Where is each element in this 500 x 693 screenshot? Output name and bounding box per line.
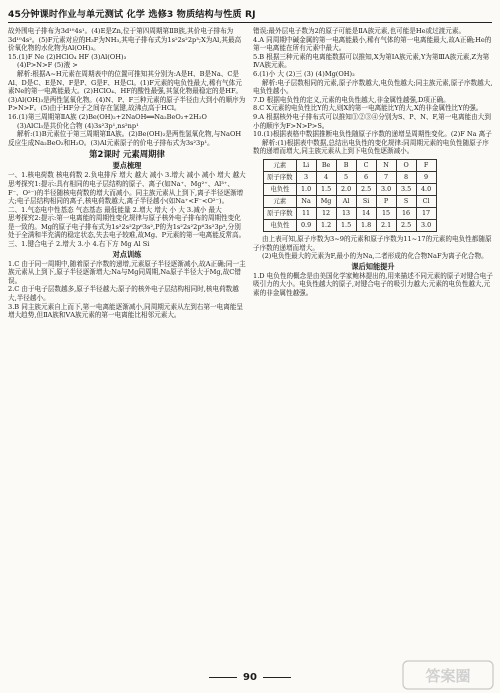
subsection-title: 要点梳理	[112, 161, 142, 171]
table-cell: 5	[336, 171, 356, 183]
answer-paragraph: 3.B 同主族元素自上而下,第一电离能逐渐减小,同周期元素从左到右第一电离能呈增大趋势,但ⅡA族和ⅤA族元素的第一电离能比相邻元素大。	[8, 302, 244, 320]
header-rule	[8, 22, 492, 23]
left-top-block	[8, 27, 246, 147]
table-cell: 13	[336, 207, 356, 219]
table-cell: Cl	[416, 195, 436, 207]
table-cell: 0.9	[296, 219, 316, 231]
table-cell: Si	[356, 195, 376, 207]
table-cell: 3.0	[376, 183, 396, 195]
answer-paragraph: 1.C 由于同一周期中,随着原子序数的递增,元素原子半径逐渐减小,故A正确;同一主族元素从上到下,原子半径逐渐增大;Na与Mg同周期,Na原子半径大于Mg,故C错误。	[8, 259, 246, 285]
table-cell: 2.0	[336, 183, 356, 195]
table-row	[264, 159, 437, 171]
left-column	[8, 27, 246, 320]
table-cell: 11	[296, 207, 316, 219]
section-title: 第2课时 元素周期律	[89, 149, 165, 160]
table-cell: 3	[296, 171, 316, 183]
table-cell: 3.0	[416, 219, 436, 231]
answer-paragraph: 7.D 根据电负性的定义,元素的电负性越大,非金属性越强,D项正确。	[253, 95, 450, 104]
table-cell: F	[416, 159, 436, 171]
table-cell: 15	[376, 207, 396, 219]
answer-paragraph: (2)电负性最大的元素为F,最小的为Na,二者形成的化合物NaF为离子化合物。	[262, 252, 488, 261]
table-cell: Be	[316, 159, 336, 171]
table-cell: 1.0	[296, 183, 316, 195]
table-cell: P	[376, 195, 396, 207]
table-cell: 原子序数	[264, 171, 297, 183]
left-mid-block	[8, 171, 246, 248]
answer-paragraph: 1.D 电负性的概念是由美国化学家鲍林提出的,用来描述不同元素的原子对键合电子吸引力的大小。电负性越大的原子,对键合电子的吸引力越大;元素的电负性越大,元素的非金属性越强。	[253, 271, 493, 297]
table-cell: Li	[296, 159, 316, 171]
left-bottom-block	[8, 260, 246, 320]
answer-paragraph: 解析:电子层数相同的元素,原子序数越大,电负性越大;同主族元素,原子序数越大,电负性越小。	[253, 78, 493, 96]
page-number: 90	[243, 672, 257, 683]
answer-paragraph: 16.(1)第三周期第ⅡA族 (2)Be(OH)₂+2NaOH══Na₂BeO₂+2H₂O	[8, 112, 207, 121]
table-cell: 电负性	[264, 183, 297, 195]
table-cell: Al	[336, 195, 356, 207]
answer-paragraph: (4)P>N>F (5)液 >	[17, 61, 78, 70]
table-cell: 1.5	[336, 219, 356, 231]
footer-rule	[263, 677, 291, 678]
answer-paragraph: 解析:(1)B元素位于第三周期第ⅡA族。(2)Be(OH)₂是两性氢氧化物,与NaOH反应生成Na₂BeO₂和H₂O。(3)Al元素原子的价电子排布式为3s²3p¹。	[8, 130, 242, 147]
table-cell: C	[356, 159, 376, 171]
table-cell: 12	[316, 207, 336, 219]
answer-paragraph: 二、1.气态电中性基态 气态基态 最低能量 2.增大 增大 小 大 3.减小 最大	[8, 205, 222, 214]
answer-paragraph: 4.A 同周期中碱金属的第一电离能最小,稀有气体的第一电离能最大,故A正确;He的第一电离能在所有元素中最大。	[253, 35, 492, 53]
table-cell: 17	[416, 207, 436, 219]
footer-rule	[209, 677, 237, 678]
table-row	[264, 171, 437, 183]
table-cell: B	[336, 159, 356, 171]
answer-paragraph: 6.(1)小 大 (2)三 (3) (4)Mg(OH)₂	[253, 69, 355, 78]
table-row	[264, 207, 437, 219]
table-cell: 4.0	[416, 183, 436, 195]
right-bottom-block	[253, 272, 493, 298]
table-cell: 2.5	[396, 219, 416, 231]
table-cell: S	[396, 195, 416, 207]
answer-paragraph: 15.(1)F Ne (2)HClO₄ HF (3)Al(OH)₃	[8, 52, 127, 61]
answer-paragraph: (3)AlCl₃是共价化合物 (4)3s²3p¹,ns²np¹	[17, 121, 139, 130]
table-cell: 6	[356, 171, 376, 183]
subsection-title: 课后知能提升	[351, 261, 395, 271]
table-cell: 元素	[264, 195, 297, 207]
right-column	[253, 27, 493, 297]
answer-paragraph: 错误;最外层电子数为2的原子可能是ⅡA族元素,也可能是He或过渡元素。	[253, 27, 466, 35]
answer-paragraph: 10.(1)根据表格中数据推断电负性随原子序数的递增呈周期性变化。(2)F Na 离子	[253, 130, 492, 139]
subsection-title: 对点训练	[112, 249, 142, 259]
answer-paragraph: 一、1.核电荷数 核电荷数 2.负电排斥 增大 越大 减小 3.增大 减小 减小 增大 越大	[8, 171, 246, 180]
answer-paragraph: 故外围电子排布为3d¹⁰4s¹。(4)E是Zn,位于第四周期第ⅡB族,其价电子排布为3d¹⁰4s²。(5)F元素对应的H₃F为NH₃,其电子排布式为1s²2s²2p³;X为Al,其最高价氧化物的水化物为Al(OH)₃。	[8, 27, 242, 53]
table-row	[264, 219, 437, 231]
electronegativity-table	[263, 159, 437, 232]
watermark-text: 答案圈	[425, 667, 471, 685]
answer-paragraph: 5.B 根据三种元素的电离能数据可以推知,X为第ⅠA族元素,Y为第ⅢA族元素,Z为第ⅣA族元素。	[253, 52, 490, 70]
table-cell: 1.2	[316, 219, 336, 231]
table-cell: 4	[316, 171, 336, 183]
table-cell: 原子序数	[264, 207, 297, 219]
right-top-block	[253, 27, 493, 156]
table-cell: 8	[396, 171, 416, 183]
table-cell: 3.5	[396, 183, 416, 195]
table-cell: Na	[296, 195, 316, 207]
answer-paragraph: 解析:(1)根据表中数据,总结出电负性的变化规律:同周期元素的电负性随原子序数的递增而增大,同主族元素从上到下电负性逐渐减小。	[253, 138, 489, 156]
answer-paragraph: 思考探究1:提示:具有相同的电子层结构的原子、离子(如Na⁺、Mg²⁺、Al³⁺、F⁻、O²⁻)的半径随核电荷数的增大而减小。同主族元素从上到下,离子半径逐渐增大;电子层结构相同的离子,核电荷数越大,离子半径越小(如Na⁺<F⁻<O²⁻)。	[8, 179, 244, 206]
table-row	[264, 195, 437, 207]
table-cell: 电负性	[264, 219, 297, 231]
table-cell: 元素	[264, 159, 297, 171]
table-cell: 16	[396, 207, 416, 219]
table-cell: 2.1	[376, 219, 396, 231]
table-cell: 14	[356, 207, 376, 219]
table-cell: 2.5	[356, 183, 376, 195]
answer-paragraph: 思考探究2:提示:第一电离能的周期性变化规律与原子核外电子排布的周期性变化是一致的。Mg的原子电子排布式为1s²2s²2p⁶3s²,P的为1s²2s²2p⁶3s²3p³,分别处于全满和半充满的稳定状态,失去电子较难,故Mg、P元素的第一电离能反常高。	[8, 214, 246, 240]
watermark-logo	[402, 660, 494, 690]
table-cell: Mg	[316, 195, 336, 207]
answer-paragraph: 解析:根据A~H元素在周期表中的位置可推知其分别为:A是H、B是Na、C是Al、D是C、E是N、F是P、G是F、H是Cl。(1)F元素的电负性最大,稀有气体元素Ne的第一电离能最大。(2)HClO₄、HF的酸性最强,其氢化物最稳定的是HF。(3)Al(OH)₃是两性氢氧化物。(4)N、P、F三种元素的原子半径由大到小的顺序为P>N>F。(5)由于HF分子之间存在氢键,故沸点高于HCl。	[8, 69, 246, 113]
table-cell: O	[396, 159, 416, 171]
table-cell: N	[376, 159, 396, 171]
table-cell: 1.5	[316, 183, 336, 195]
answer-paragraph: 三、1.键合电子 2.增大 3.小 4.右下方 Mg Al Si	[8, 240, 150, 249]
table-cell: 9	[416, 171, 436, 183]
answer-paragraph: 2.C 由于电子层数越多,原子半径越大;原子的核外电子层结构相同时,核电荷数越大,半径越小。	[8, 285, 239, 303]
table-row	[264, 183, 437, 195]
table-cell: 7	[376, 171, 396, 183]
page-header: 45分钟课时作业与单元测试 化学 选修3 物质结构与性质 RJ	[8, 9, 256, 20]
answer-paragraph: 9.A 根据核外电子排布式可以推知①②③④分别为S、P、N、F,第一电离能由大到小的顺序为F>N>P>S。	[253, 112, 491, 130]
table-cell: 1.8	[356, 219, 376, 231]
answer-paragraph: 由上表可知,原子序数为3~9的元素和原子序数为11~17的元素的电负性都随原子序数的递增而增大。	[253, 234, 492, 252]
answer-paragraph: 8.C X元素的电负性比Y的大,则X的第一电离能比Y的大,X的非金属性比Y的强。	[253, 104, 483, 113]
right-mid-block	[253, 235, 493, 261]
